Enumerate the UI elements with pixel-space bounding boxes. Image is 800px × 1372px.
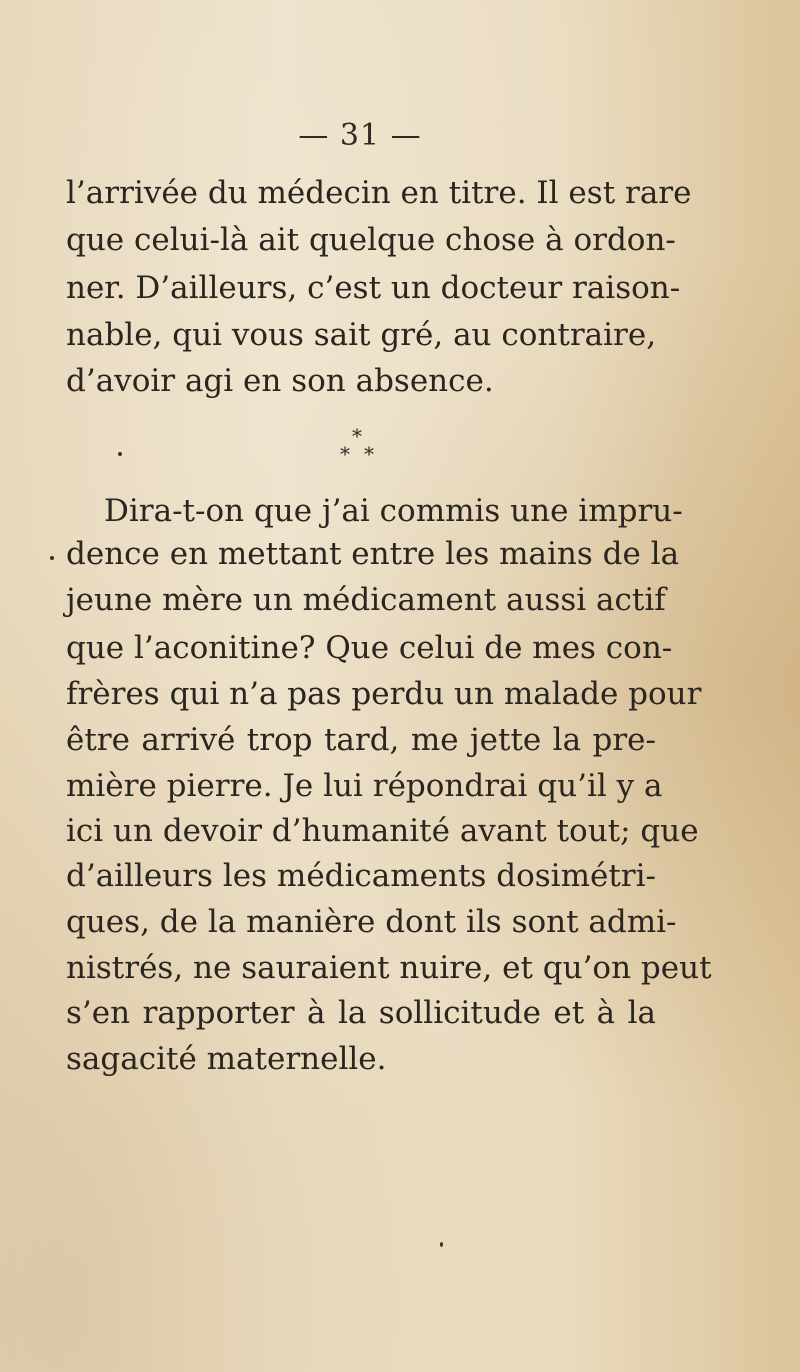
text-line: ici un devoir d’humanité avant tout; que xyxy=(66,813,699,849)
text-line: nistrés, ne sauraient nuire, et qu’on peut xyxy=(66,950,712,986)
text-line: être arrivé trop tard, me jette la pre- xyxy=(66,722,656,758)
text-line: Dira-t-on que j’ai commis une impru- xyxy=(104,493,683,529)
ink-speck xyxy=(118,452,122,456)
ink-speck xyxy=(50,556,54,560)
text-line: l’arrivée du médecin en titre. Il est rare xyxy=(66,175,692,211)
text-line: mière pierre. Je lui répondrai qu’il y a xyxy=(66,768,663,804)
text-line: que celui-là ait quelque chose à ordon- xyxy=(66,222,676,258)
text-line: dence en mettant entre les mains de la xyxy=(66,536,680,572)
text-line: sagacité maternelle. xyxy=(66,1041,387,1077)
text-line: nable, qui vous sait gré, au contraire, xyxy=(66,317,657,353)
asterisk-top: * xyxy=(352,424,362,448)
text-line: d’avoir agi en son absence. xyxy=(66,363,494,399)
asterisk-left: * xyxy=(340,442,350,466)
text-line: ner. D’ailleurs, c’est un docteur raison- xyxy=(66,270,681,306)
text-line: frères qui n’a pas perdu un malade pour xyxy=(66,676,702,712)
asterisk-right: * xyxy=(364,442,374,466)
text-line: s’en rapporter à la sollicitude et à la xyxy=(66,995,656,1031)
text-line: d’ailleurs les médicaments dosimétri- xyxy=(66,858,656,894)
page-number: — 31 — xyxy=(298,118,422,153)
section-asterism xyxy=(330,424,390,464)
text-line: ques, de la manière dont ils sont admi- xyxy=(66,904,677,940)
ink-speck xyxy=(440,1242,443,1247)
text-line: jeune mère un médicament aussi actif xyxy=(66,582,666,618)
text-line: que l’aconitine? Que celui de mes con- xyxy=(66,630,673,666)
